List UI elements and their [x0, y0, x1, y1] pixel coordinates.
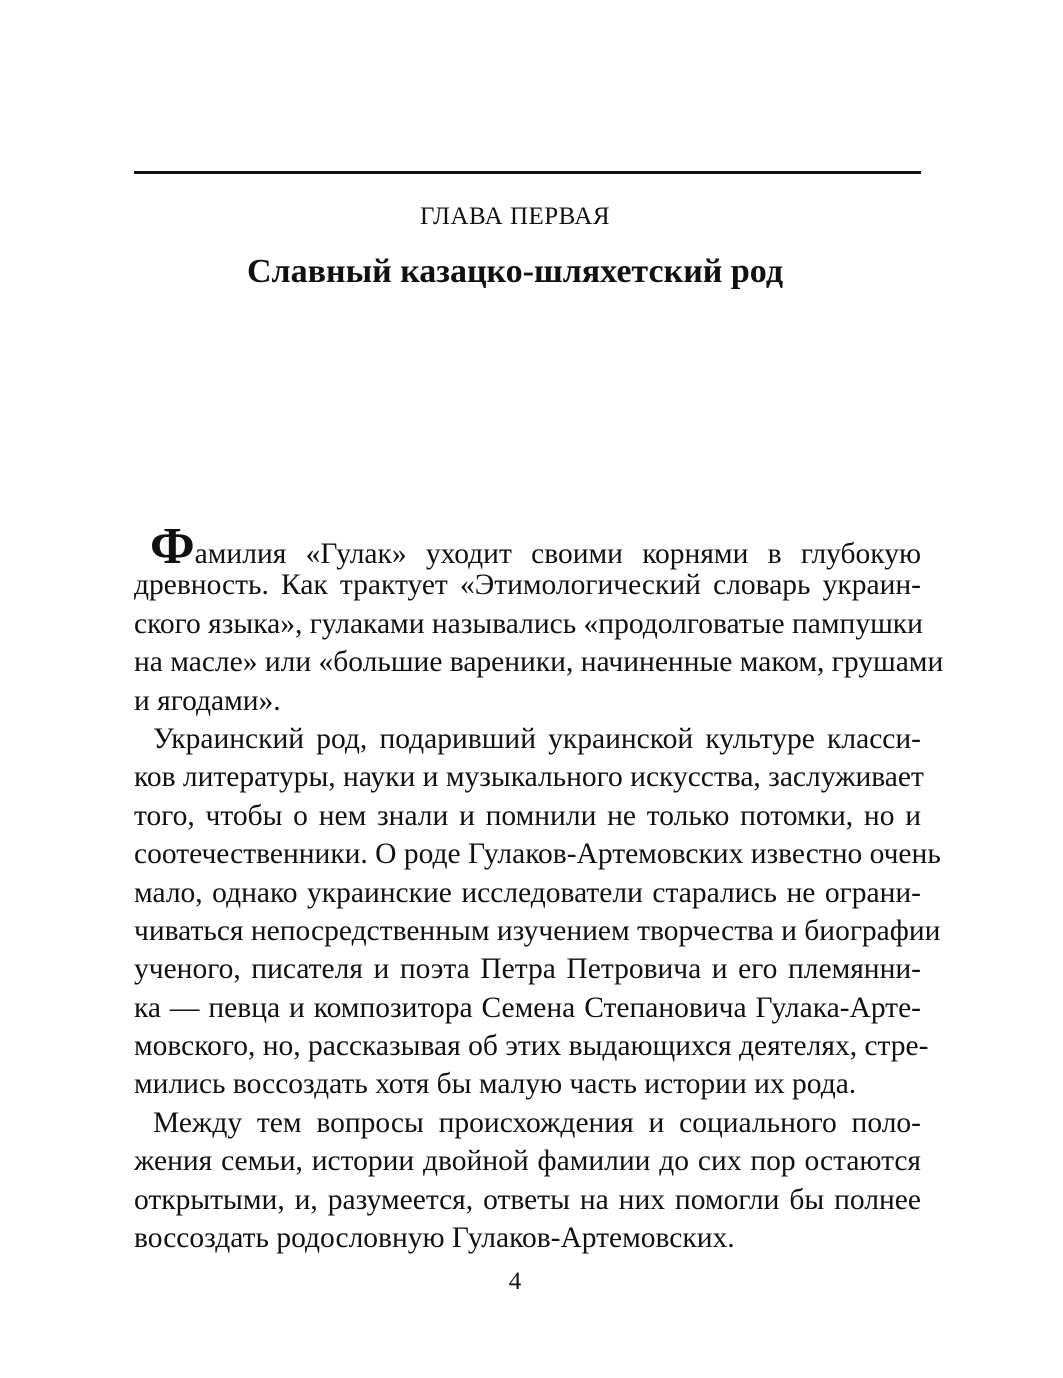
paragraph-line: мовского, но, рассказывая об этих выдающихся деятелях, стре- — [134, 1030, 929, 1063]
paragraph-line: на масле» или «большие вареники, начиненные маком, грушами — [134, 646, 944, 679]
paragraph-line: ка — певца и композитора Семена Степановича Гулака-Арте- — [134, 991, 921, 1024]
drop-cap: Ф — [150, 518, 195, 575]
line-text: амилия «Гулак» уходит своими корнями в глубокую — [194, 538, 921, 570]
paragraph-line: Между тем вопросы происхождения и социального поло- — [153, 1106, 921, 1139]
body-text — [134, 518, 944, 1257]
paragraph-line: чиваться непосредственным изучением творчества и биографии — [134, 914, 941, 947]
paragraph-line: того, чтобы о нем знали и помнили не только потомки, но и — [134, 799, 921, 832]
paragraph-line — [134, 518, 921, 575]
page-number: 4 — [508, 1268, 522, 1295]
paragraph-2 — [134, 720, 941, 1104]
paragraph-line: ского языка», гулаками назывались «продолговатые пампушки — [134, 607, 923, 640]
paragraph-line: ков литературы, науки и музыкального искусства, заслуживает — [134, 761, 924, 794]
paragraph-1 — [134, 518, 944, 720]
paragraph-line: жения семьи, истории двойной фамилии до сих пор остаются — [134, 1145, 921, 1178]
paragraph-line: мало, однако украинские исследователи старались не ограни- — [134, 876, 921, 909]
chapter-title: Славный казацко-шляхетский род — [246, 253, 784, 290]
paragraph-line: воссоздать родословную Гулаков-Артемовских. — [134, 1222, 735, 1255]
paragraph-line: открытыми, и, разумеется, ответы на них помогли бы полнее — [134, 1183, 921, 1216]
paragraph-3 — [134, 1104, 921, 1258]
paragraph-line: соотечественники. О роде Гулаков-Артемовских известно очень — [134, 838, 941, 871]
paragraph-line: и ягодами». — [134, 684, 281, 717]
paragraph-line: ученого, писателя и поэта Петра Петровича и его племянни- — [134, 953, 921, 986]
paragraph-line: мились воссоздать хотя бы малую часть истории их рода. — [134, 1068, 857, 1101]
paragraph-line: древность. Как трактует «Этимологический словарь украин- — [134, 569, 921, 602]
paragraph-line: Украинский род, подаривший украинской культуре класси- — [153, 722, 921, 755]
chapter-label: ГЛАВА ПЕРВАЯ — [419, 203, 611, 230]
chapter-divider-rule — [134, 171, 921, 174]
